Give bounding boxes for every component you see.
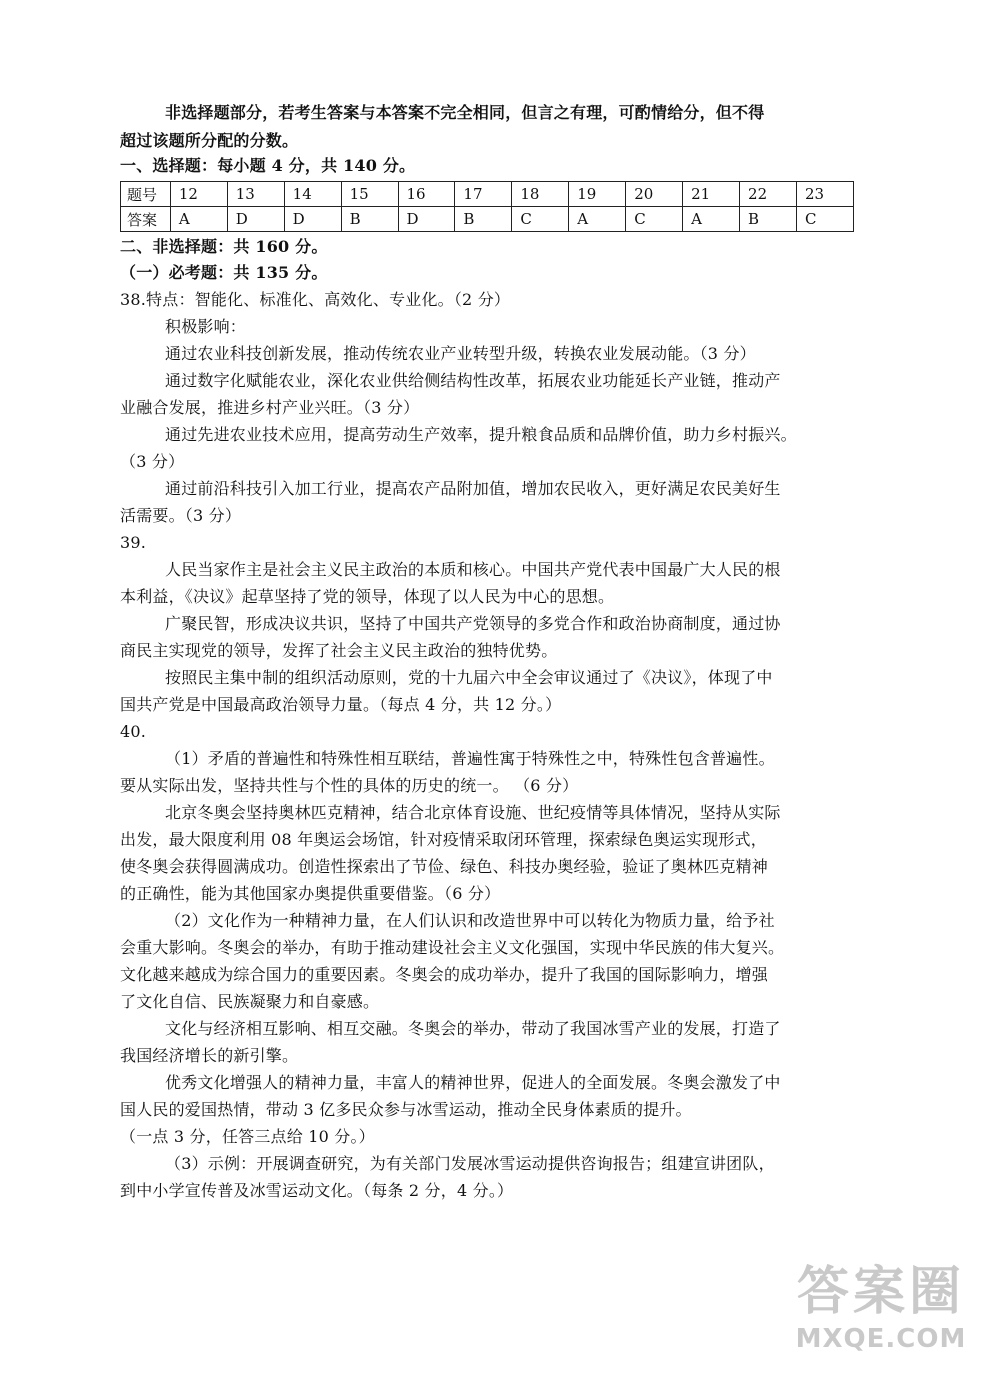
section1-title: 一、选择题：每小题 4 分，共 140 分。 (120, 156, 416, 175)
question-number: 22 (740, 182, 797, 207)
q38-impact-heading: 积极影响： (165, 317, 247, 336)
answer-line: 本利益，《决议》起草坚持了党的领导，体现了以人民为中心的思想。 (120, 587, 615, 606)
question-number: 12 (170, 182, 227, 207)
answer-line: （一点 3 分，任答三点给 10 分。） (120, 1127, 375, 1146)
answer-line: 优秀文化增强人的精神力量，丰富人的精神世界，促进人的全面发展。冬奥会激发了中 (165, 1073, 781, 1092)
answer-line: 通过数字化赋能农业，深化农业供给侧结构性改革，拓展农业功能延长产业链，推动产 (165, 371, 781, 390)
answer-line: 活需要。（3 分） (120, 506, 242, 525)
intro-line-2: 超过该题所分配的分数。 (120, 131, 299, 150)
answer-line: 北京冬奥会坚持奥林匹克精神，结合北京体育设施、世纪疫情等具体情况，坚持从实际 (165, 803, 781, 822)
answer-line: 商民主实现党的领导，发挥了社会主义民主政治的独特优势。 (120, 641, 558, 660)
intro-line-1: 非选择题部分，若考生答案与本答案不完全相同，但言之有理，可酌情给分，但不得 (165, 103, 765, 122)
question-number: 17 (455, 182, 512, 207)
answer-line: （1）矛盾的普遍性和特殊性相互联结，普遍性寓于特殊性之中，特殊性包含普遍性。 (165, 749, 775, 768)
answer-line: 要从实际出发，坚持共性与个性的具体的历史的统一。 （6 分） (120, 776, 579, 795)
question-number: 18 (512, 182, 569, 207)
answer-line: 到中小学宣传普及冰雪运动文化。（每条 2 分，4 分。） (120, 1181, 514, 1200)
answer-line: （3）示例：开展调查研究，为有关部门发展冰雪运动提供咨询报告；组建宣讲团队， (165, 1154, 775, 1173)
answer-line: 通过农业科技创新发展，推动传统农业产业转型升级，转换农业发展动能。（3 分） (165, 344, 756, 363)
answer-cell: B (455, 207, 512, 232)
answer-line: 会重大影响。冬奥会的举办，有助于推动建设社会主义文化强国，实现中华民族的伟大复兴。 (120, 938, 785, 957)
section2-title: 二、非选择题：共 160 分。 (120, 237, 328, 256)
answer-line: 国人民的爱国热情，带动 3 亿多民众参与冰雪运动，推动全民身体素质的提升。 (120, 1100, 692, 1119)
answer-line: 通过先进农业技术应用，提高劳动生产效率，提升粮食品质和品牌价值，助力乡村振兴。 (165, 425, 797, 444)
question-number: 14 (284, 182, 341, 207)
answer-cell: D (398, 207, 455, 232)
answer-line: 了文化自信、民族凝聚力和自豪感。 (120, 992, 380, 1011)
answer-line: 出发，最大限度利用 08 年奥运会场馆，针对疫情采取闭环管理，探索绿色奥运实现形式， (120, 830, 767, 849)
answer-line: 文化越来越成为综合国力的重要因素。冬奥会的成功举办，提升了我国的国际影响力，增强 (120, 965, 769, 984)
answer-row (121, 207, 854, 232)
q39-number: 39. (120, 533, 147, 552)
answer-cell: B (341, 207, 398, 232)
answer-line: 广聚民智，形成决议共识，坚持了中国共产党领导的多党合作和政治协商制度，通过协 (165, 614, 781, 633)
answer-line: 人民当家作主是社会主义民主政治的本质和核心。中国共产党代表中国最广大人民的根 (165, 560, 781, 579)
answer-cell: C (512, 207, 569, 232)
answer-cell: D (284, 207, 341, 232)
question-number: 16 (398, 182, 455, 207)
answer-line: （3 分） (120, 452, 185, 471)
question-number-row (121, 182, 854, 207)
answer-cell: C (796, 207, 853, 232)
answer-line: （2）文化作为一种精神力量，在人们认识和改造世界中可以转化为物质力量，给予社 (165, 911, 775, 930)
question-number: 20 (626, 182, 683, 207)
question-number: 23 (796, 182, 853, 207)
question-number: 13 (227, 182, 284, 207)
question-number: 15 (341, 182, 398, 207)
question-number: 21 (683, 182, 740, 207)
answer-line: 文化与经济相互影响、相互交融。冬奥会的举办，带动了我国冰雪产业的发展，打造了 (165, 1019, 781, 1038)
answer-line: 业融合发展，推进乡村产业兴旺。（3 分） (120, 398, 420, 417)
answer-line: 的正确性，能为其他国家办奥提供重要借鉴。（6 分） (120, 884, 501, 903)
answer-cell: D (227, 207, 284, 232)
q40-number: 40. (120, 722, 147, 741)
answer-line: 国共产党是中国最高政治领导力量。（每点 4 分，共 12 分。） (120, 695, 562, 714)
answer-table (120, 181, 854, 232)
watermark-url: MXQE.COM (795, 1324, 967, 1354)
answer-line: 我国经济增长的新引擎。 (120, 1046, 299, 1065)
site-watermark (776, 1260, 986, 1370)
table-row-label: 题号 (121, 182, 171, 207)
watermark-logo-text: 答案圈 (796, 1262, 965, 1322)
question-number: 19 (569, 182, 626, 207)
answer-cell: C (626, 207, 683, 232)
answer-line: 按照民主集中制的组织活动原则，党的十九届六中全会审议通过了《决议》，体现了中 (165, 668, 773, 687)
q38-features: 38.特点：智能化、标准化、高效化、专业化。（2 分） (120, 290, 511, 309)
answer-line: 使冬奥会获得圆满成功。创造性探索出了节俭、绿色、科技办奥经验，验证了奥林匹克精神 (120, 857, 769, 876)
answer-cell: A (683, 207, 740, 232)
answer-cell: B (740, 207, 797, 232)
answer-cell: A (170, 207, 227, 232)
answer-cell: A (569, 207, 626, 232)
section2-subtitle: （一）必考题：共 135 分。 (120, 263, 328, 282)
answer-line: 通过前沿科技引入加工行业，提高农产品附加值，增加农民收入，更好满足农民美好生 (165, 479, 781, 498)
table-row-label: 答案 (121, 207, 171, 232)
